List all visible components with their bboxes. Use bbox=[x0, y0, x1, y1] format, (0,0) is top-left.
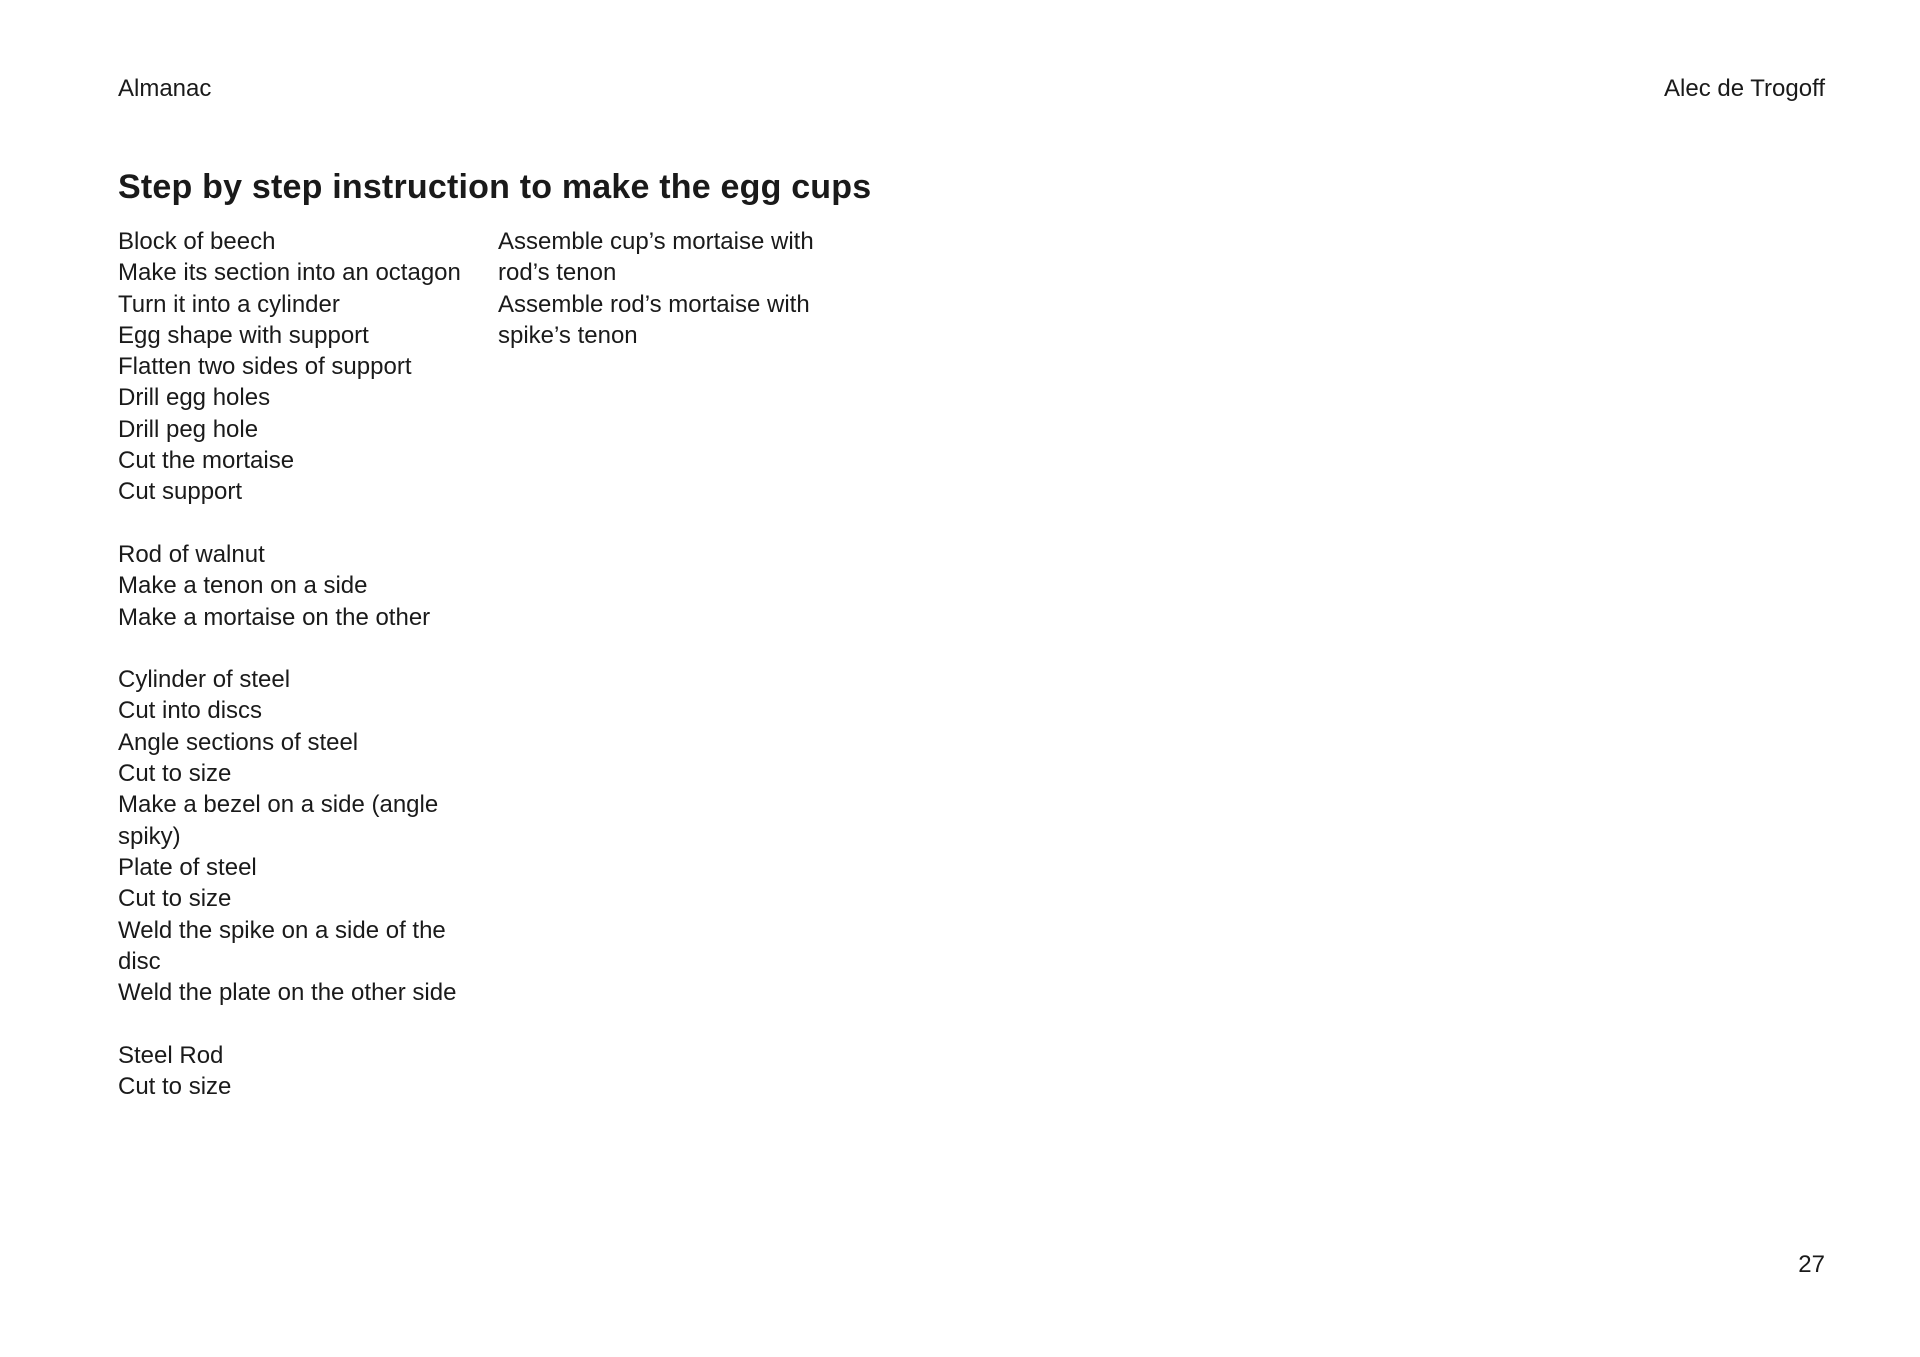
running-header-title: Almanac bbox=[118, 75, 212, 102]
step-line: Steel Rod bbox=[118, 1041, 224, 1069]
step-line: Flatten two sides of support bbox=[118, 353, 412, 381]
step-line: Block of beech bbox=[118, 228, 276, 255]
step-line: Plate of steel bbox=[118, 853, 257, 881]
step-line: Cut to size bbox=[118, 1073, 232, 1101]
step-line: Egg shape with support bbox=[118, 321, 369, 349]
running-header-author: Alec de Trogoff bbox=[1664, 75, 1825, 102]
assembly-steps bbox=[498, 226, 838, 351]
instructions-column-2 bbox=[498, 226, 838, 351]
step-line: Cylinder of steel bbox=[118, 666, 291, 694]
step-line: Angle sections of steel bbox=[118, 728, 359, 756]
step-line: Assemble cup’s mortaise with rod’s tenon bbox=[498, 228, 814, 287]
step-line: Cut into discs bbox=[118, 697, 263, 725]
step-line: Cut the mortaise bbox=[118, 447, 295, 475]
walnut-rod-steps bbox=[118, 539, 478, 633]
steel-cylinder-steps bbox=[118, 664, 478, 1008]
page-number: 27 bbox=[1798, 1251, 1825, 1278]
step-line: Drill egg holes bbox=[118, 384, 271, 412]
step-line: Weld the plate on the other side bbox=[118, 979, 457, 1007]
step-line: Cut to size bbox=[118, 885, 232, 913]
steel-rod-steps bbox=[118, 1040, 478, 1103]
step-line: Cut to size bbox=[118, 760, 232, 788]
beech-block-steps bbox=[118, 226, 478, 508]
page-title: Step by step instruction to make the egg cups bbox=[118, 168, 872, 206]
step-line: Drill peg hole bbox=[118, 415, 259, 443]
step-line: Make a tenon on a side bbox=[118, 572, 368, 600]
step-line: Make its section into an octagon bbox=[118, 259, 461, 287]
instructions-column-1 bbox=[118, 226, 478, 1102]
step-line: Rod of walnut bbox=[118, 540, 265, 568]
step-line: Make a bezel on a side (angle spiky) bbox=[118, 791, 439, 850]
step-line: Turn it into a cylinder bbox=[118, 290, 340, 318]
step-line: Assemble rod’s mortaise with spike’s tenon bbox=[498, 290, 810, 349]
step-line: Weld the spike on a side of the disc bbox=[118, 916, 446, 975]
step-line: Make a mortaise on the other bbox=[118, 603, 431, 631]
step-line: Cut support bbox=[118, 478, 243, 506]
